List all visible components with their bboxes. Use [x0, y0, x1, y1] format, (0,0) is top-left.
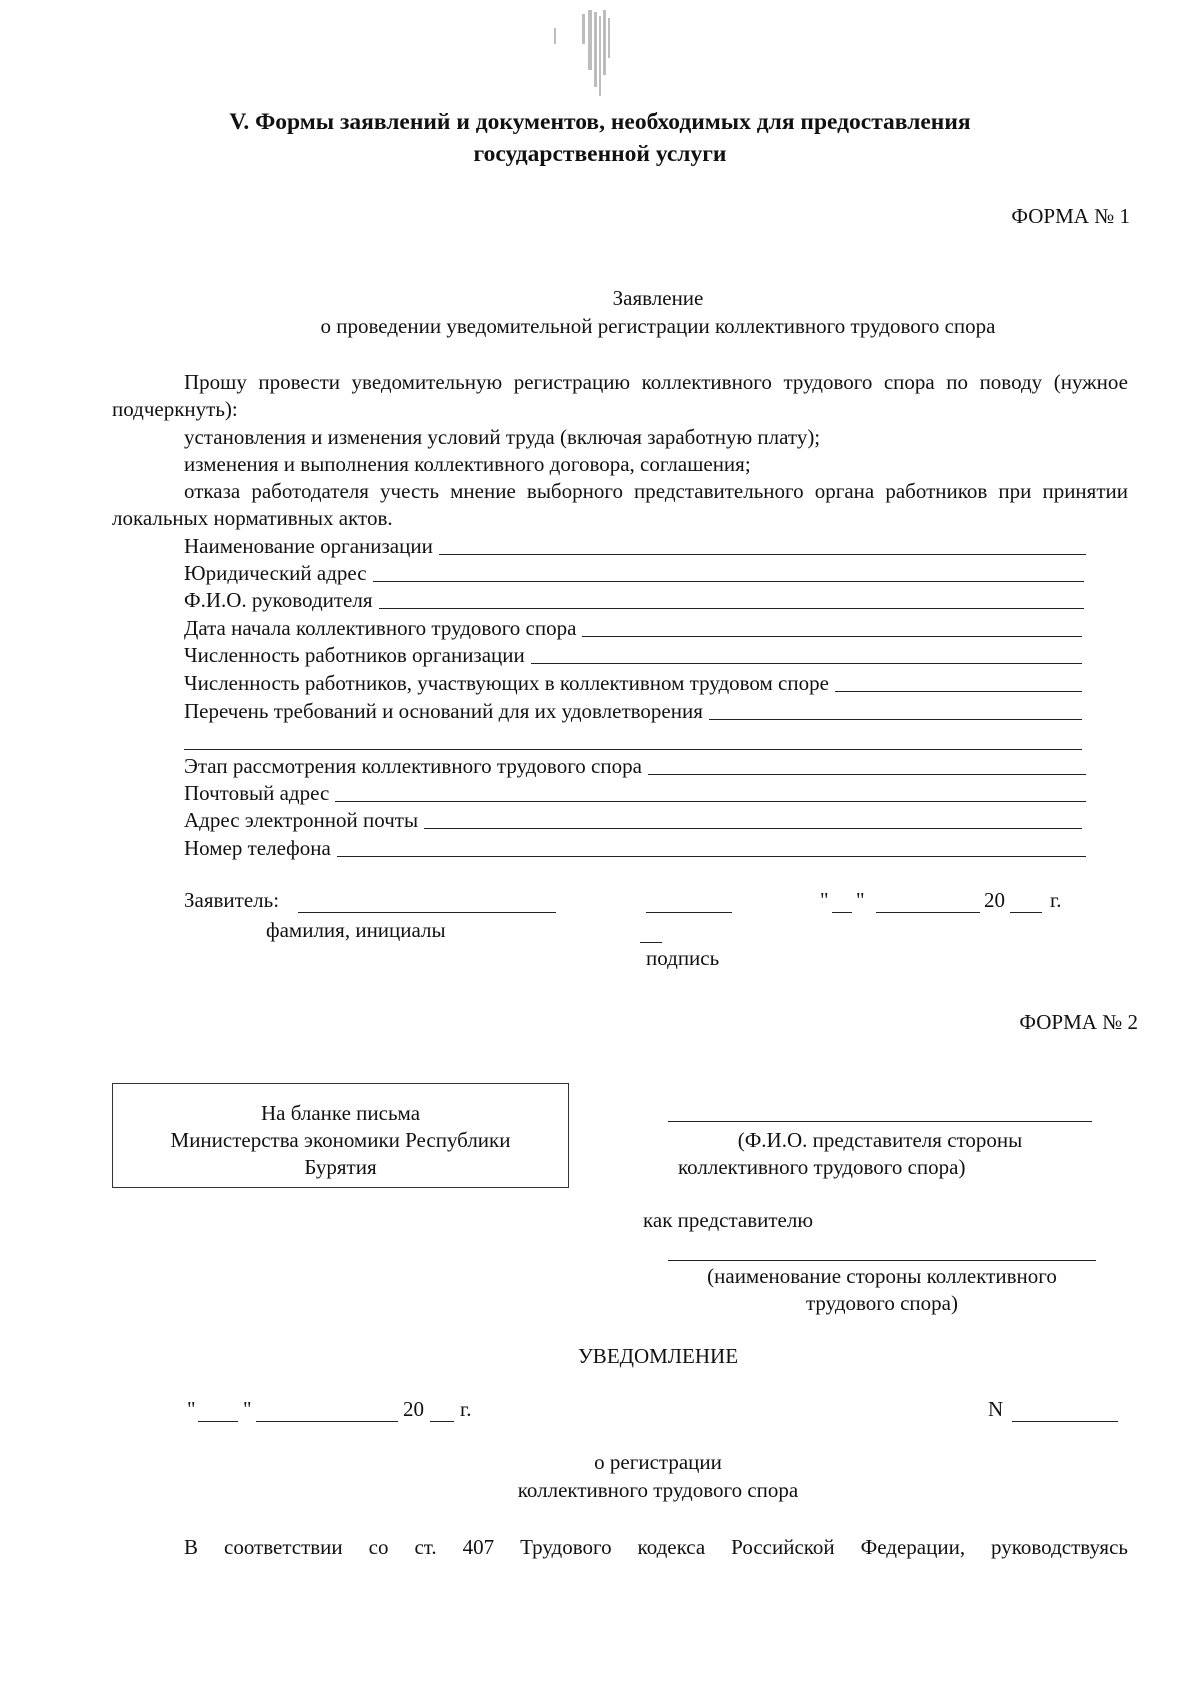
- blank-line: [835, 690, 1082, 692]
- caption-name: фамилия, инициалы: [266, 918, 446, 942]
- recipient-name-line[interactable]: [668, 1121, 1092, 1122]
- section-title-line1: V. Формы заявлений и документов, необходимых для предоставления: [229, 109, 971, 135]
- field-postal-address[interactable]: [184, 779, 1086, 806]
- party-name-line[interactable]: [668, 1260, 1096, 1261]
- form1-date-quote-close: ": [856, 888, 865, 912]
- form1-date-year-line[interactable]: [1010, 912, 1042, 913]
- field-label: Ф.И.О. руководителя: [184, 587, 373, 612]
- field-label: Дата начала коллективного трудового спора: [184, 615, 577, 640]
- applicant-label: Заявитель:: [184, 888, 280, 912]
- form1-intro: Прошу провести уведомительную регистрацию коллективного трудового спора по поводу (нужное подчеркнуть):: [112, 370, 1128, 421]
- form2-date-year: 20: [403, 1397, 424, 1421]
- number-prefix: N: [988, 1397, 1004, 1421]
- form1-date-year: 20: [984, 888, 1005, 912]
- field-label: Почтовый адрес: [184, 780, 330, 805]
- field-dispute-stage[interactable]: [184, 752, 1086, 779]
- field-email[interactable]: [184, 806, 1082, 833]
- party-caption-line2: трудового спора): [805, 1291, 958, 1315]
- as-representative: как представителю: [643, 1208, 814, 1232]
- form1-option-2: изменения и выполнения коллективного договора, соглашения;: [184, 452, 751, 476]
- field-organization-name[interactable]: [184, 532, 1086, 559]
- blank-line: [424, 827, 1082, 829]
- form1-date-suffix: г.: [1050, 888, 1062, 912]
- form1-option-1: установления и изменения условий труда (включая заработную плату);: [184, 425, 821, 449]
- subject-line2: коллективного трудового спора: [517, 1478, 799, 1502]
- field-label: Наименование организации: [184, 533, 433, 558]
- field-label: Адрес электронной почты: [184, 807, 419, 832]
- field-label: Этап рассмотрения коллективного трудового спора: [184, 753, 642, 778]
- party-caption-line1: (наименование стороны коллективного: [707, 1264, 1057, 1288]
- letterhead-line3: Бурятия: [304, 1155, 377, 1179]
- blank-line: [379, 607, 1084, 609]
- form2-date-month-line[interactable]: [256, 1421, 398, 1422]
- form2-date-year-line[interactable]: [430, 1421, 454, 1422]
- field-label: Номер телефона: [184, 835, 331, 860]
- blank-line: [335, 800, 1086, 802]
- field-employee-count[interactable]: [184, 641, 1082, 668]
- form2-date-day-line[interactable]: [198, 1421, 238, 1422]
- field-demands-list[interactable]: [184, 697, 1082, 724]
- form2-label: ФОРМА № 2: [1019, 1010, 1138, 1034]
- applicant-name-line[interactable]: [298, 912, 556, 913]
- scan-artifact: [540, 10, 640, 100]
- caption-signature: подпись: [646, 946, 720, 970]
- field-label: Перечень требований и оснований для их удовлетворения: [184, 698, 703, 723]
- section-title-line2: государственной услуги: [473, 141, 727, 167]
- field-participants-count[interactable]: [184, 669, 1082, 696]
- blank-line: [709, 718, 1082, 720]
- recipient-caption-line1: (Ф.И.О. представителя стороны: [737, 1128, 1023, 1152]
- form1-label: ФОРМА № 1: [1011, 204, 1130, 228]
- subject-line1: о регистрации: [594, 1450, 722, 1474]
- field-label: Численность работников, участвующих в коллективном трудовом споре: [184, 670, 829, 695]
- form1-option-3: отказа работодателя учесть мнение выборного представительного органа работников при принятии локальных нормативных актов.: [112, 479, 1128, 530]
- blank-line: [648, 773, 1086, 775]
- blank-line: [337, 855, 1086, 857]
- letterhead-line1: На бланке письма: [260, 1101, 421, 1125]
- letterhead-line2: Министерства экономики Республики: [170, 1128, 511, 1152]
- blank-line: [582, 635, 1082, 637]
- field-dispute-start-date[interactable]: [184, 614, 1082, 641]
- letterhead-box: [112, 1083, 569, 1188]
- applicant-signature-line[interactable]: [646, 912, 732, 913]
- field-director-name[interactable]: [184, 586, 1084, 613]
- field-legal-address[interactable]: [184, 559, 1084, 586]
- body-start: В соответствии со ст. 407 Трудового кодекса Российской Федерации, руководствуясь: [184, 1535, 1128, 1559]
- blank-line: [373, 580, 1084, 582]
- demands-continuation-line[interactable]: [184, 749, 1082, 750]
- form1-date-month-line[interactable]: [876, 912, 980, 913]
- field-phone[interactable]: [184, 834, 1086, 861]
- form2-date-quote-open: ": [187, 1397, 196, 1421]
- form1-date-quote-open: ": [820, 888, 829, 912]
- notice-title: УВЕДОМЛЕНИЕ: [577, 1344, 739, 1368]
- number-line[interactable]: [1012, 1421, 1118, 1422]
- blank-line: [439, 553, 1086, 555]
- letterhead-text: [113, 1100, 568, 1181]
- section-title: [0, 106, 1200, 170]
- blank-line: [531, 662, 1082, 664]
- form2-date-quote-close: ": [243, 1397, 252, 1421]
- signature-dash: [640, 942, 662, 943]
- form1-heading-line1: Заявление: [612, 286, 704, 310]
- recipient-caption-line2: коллективного трудового спора): [678, 1155, 966, 1179]
- form1-heading-line2: о проведении уведомительной регистрации коллективного трудового спора: [320, 314, 996, 338]
- field-label: Численность работников организации: [184, 642, 525, 667]
- field-label: Юридический адрес: [184, 560, 367, 585]
- form2-date-suffix: г.: [460, 1397, 472, 1421]
- form1-date-day-line[interactable]: [832, 912, 852, 913]
